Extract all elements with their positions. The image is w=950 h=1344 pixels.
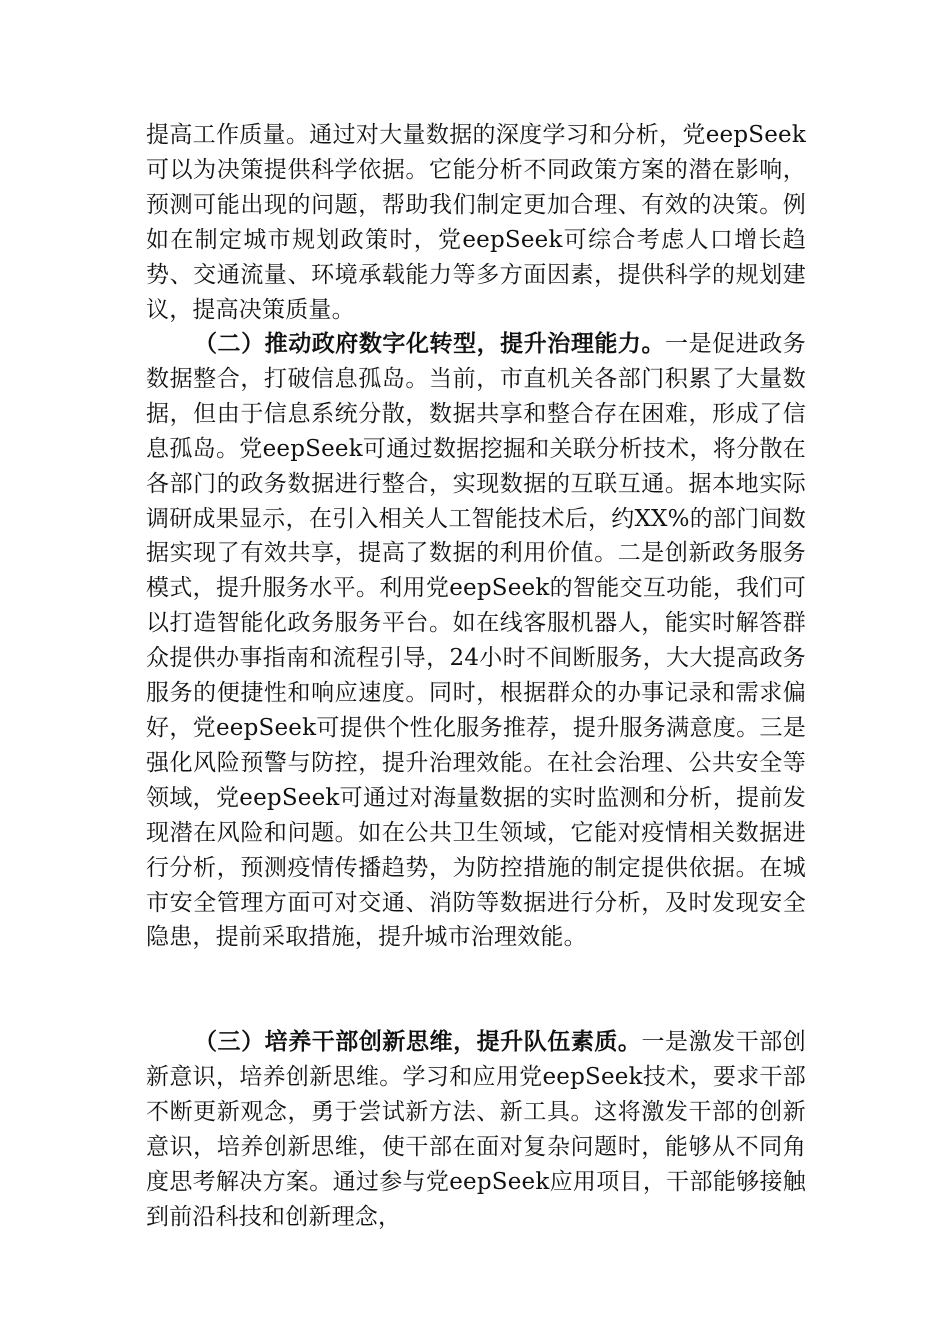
- paragraph-section-3: [146, 1025, 806, 1234]
- paragraph-body: 一是促进政务数据整合，打破信息孤岛。当前，市直机关各部门积累了大量数据，但由于信息系统分散，数据共享和整合存在困难，形成了信息孤岛。党eepSeek可通过数据挖掘和关联分析技术，将分散在各部门的政务数据进行整合，实现数据的互联互通。据本地实际调研成果显示，在引入相关人工智能技术后，约XX%的部门间数据实现了有效共享，提高了数据的利用价值。二是创新政务服务模式，提升服务水平。利用党eepSeek的智能交互功能，我们可以打造智能化政务服务平台。如在线客服机器人，能实时解答群众提供办事指南和流程引导，24小时不间断服务，大大提高政务服务的便捷性和响应速度。同时，根据群众的办事记录和需求偏好，党eepSeek可提供个性化服务推荐，提升服务满意度。三是强化风险预警与防控，提升治理效能。在社会治理、公共安全等领域，党eepSeek可通过对海量数据的实时监测和分析，提前发现潜在风险和问题。如在公共卫生领域，它能对疫情相关数据进行分析，预测疫情传播趋势，为防控措施的制定提供依据。在城市安全管理方面可对交通、消防等数据进行分析，及时发现安全隐患，提前采取措施，提升城市治理效能。: [146, 331, 807, 951]
- paragraph-body: 提高工作质量。通过对大量数据的深度学习和分析，党eepSeek可以为决策提供科学依据。它能分析不同政策方案的潜在影响，预测可能出现的问题，帮助我们制定更加合理、有效的决策。例如在制定城市规划政策时，党eepSeek可综合考虑人口增长趋势、交通流量、环境承载能力等多方面因素，提供科学的规划建议，提高决策质量。: [146, 122, 806, 323]
- paragraph-section-2: [146, 327, 806, 955]
- paragraph-heading: （二）推动政府数字化转型，提升治理能力。: [194, 330, 666, 357]
- paragraph-body: 一是激发干部创新意识，培养创新思维。学习和应用党eepSeek技术，要求干部不断更新观念，勇于尝试新方法、新工具。这将激发干部的创新意识，培养创新思维，使干部在面对复杂问题时，能够从不同角度思考解决方案。通过参与党eepSeek应用项目，干部能够接触到前沿科技和创新理念，: [146, 1029, 806, 1230]
- paragraph-heading: （三）培养干部创新思维，提升队伍素质。: [194, 1028, 642, 1055]
- paragraph-continuation: [146, 118, 806, 327]
